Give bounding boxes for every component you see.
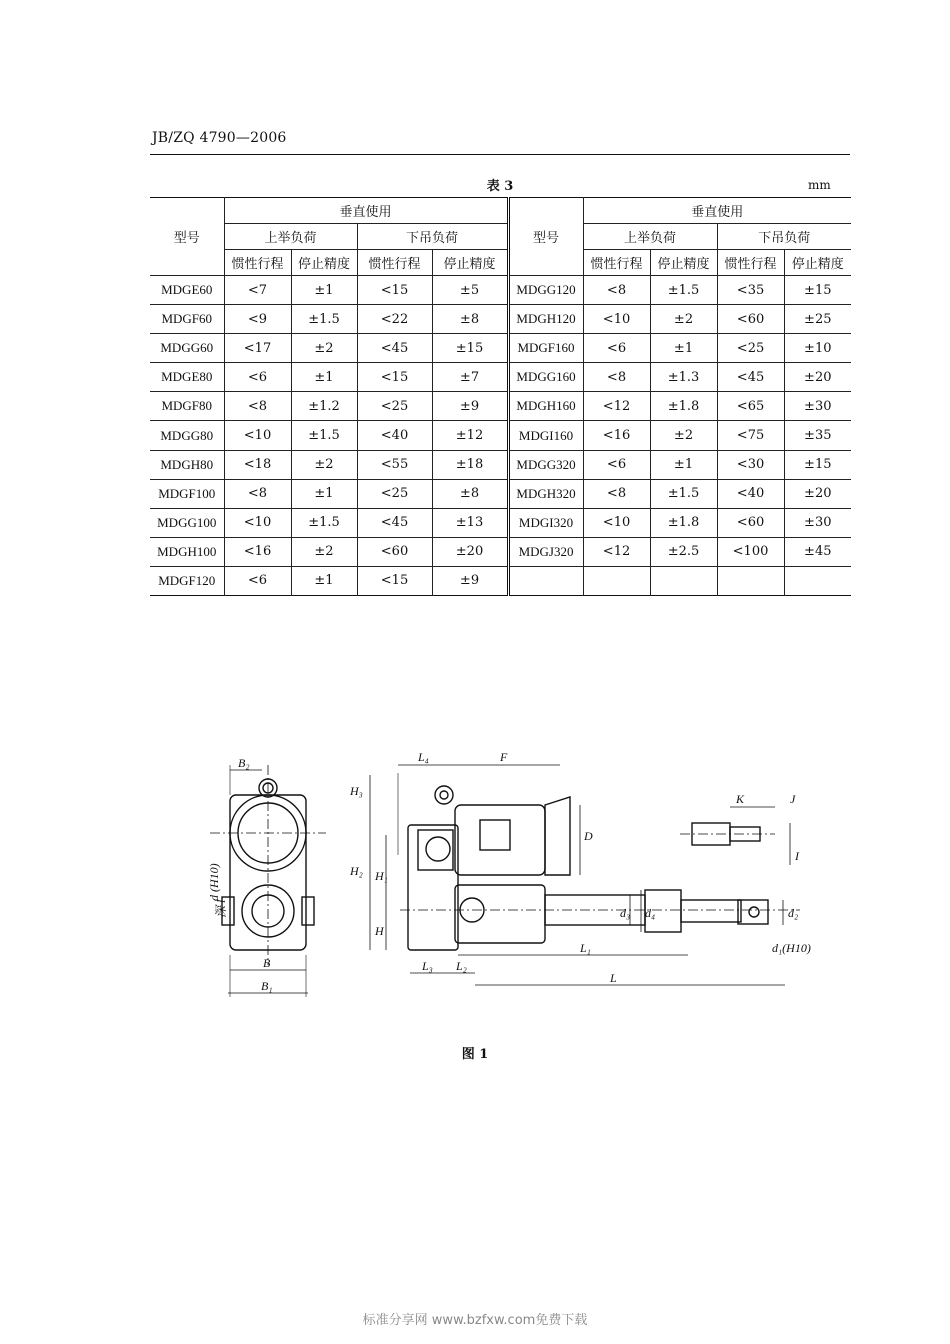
value-cell: ±15 <box>784 276 851 305</box>
model-cell: MDGG100 <box>150 508 224 537</box>
value-cell: <25 <box>357 392 432 421</box>
model-cell: MDGI320 <box>508 508 583 537</box>
value-cell: <7 <box>224 276 291 305</box>
header-lift-load-right: 上举负荷 <box>583 224 717 250</box>
value-cell: <75 <box>717 421 784 450</box>
table-row <box>150 566 851 595</box>
label-b2: B₂ <box>238 756 250 770</box>
label-l4: L₄ <box>418 750 429 764</box>
label-l2: L₂ <box>456 959 467 973</box>
value-cell: <8 <box>224 479 291 508</box>
header-model-right: 型号 <box>508 198 583 276</box>
value-cell: ±25 <box>784 305 851 334</box>
value-cell: <9 <box>224 305 291 334</box>
value-cell: ±10 <box>784 334 851 363</box>
model-cell: MDGH100 <box>150 537 224 566</box>
table-row <box>150 450 851 479</box>
label-d4: d₄ <box>645 906 656 920</box>
value-cell: ±8 <box>432 479 508 508</box>
label-d3: d₃ <box>620 906 631 920</box>
header-stop: 停止精度 <box>291 250 357 276</box>
value-cell: ±1.2 <box>291 392 357 421</box>
value-cell <box>583 566 650 595</box>
value-cell: ±30 <box>784 508 851 537</box>
spec-table <box>150 197 851 596</box>
value-cell: ±1 <box>291 276 357 305</box>
label-f: F <box>500 750 508 764</box>
header-rule <box>150 154 850 155</box>
value-cell: ±20 <box>432 537 508 566</box>
label-d-h10: d (H10) <box>207 863 221 901</box>
model-cell: MDGH80 <box>150 450 224 479</box>
model-cell: MDGF120 <box>150 566 224 595</box>
value-cell: <22 <box>357 305 432 334</box>
value-cell: <6 <box>583 450 650 479</box>
value-cell: ±1.8 <box>650 508 717 537</box>
value-cell: <10 <box>224 508 291 537</box>
header-inertia: 惯性行程 <box>583 250 650 276</box>
model-cell: MDGH160 <box>508 392 583 421</box>
value-cell: ±15 <box>432 334 508 363</box>
value-cell: ±15 <box>784 450 851 479</box>
value-cell <box>650 566 717 595</box>
model-cell: MDGE80 <box>150 363 224 392</box>
label-l3: L₃ <box>422 959 433 973</box>
value-cell: <40 <box>717 479 784 508</box>
model-cell: MDGI160 <box>508 421 583 450</box>
header-lift-load-left: 上举负荷 <box>224 224 357 250</box>
value-cell: ±1.5 <box>650 479 717 508</box>
header-stop: 停止精度 <box>784 250 851 276</box>
model-cell: MDGH320 <box>508 479 583 508</box>
header-vertical-use-left: 垂直使用 <box>224 198 508 224</box>
table-title: 表 3 <box>486 179 514 194</box>
header-model-left: 型号 <box>150 198 224 276</box>
table-unit: mm <box>808 178 831 192</box>
header-stop: 停止精度 <box>432 250 508 276</box>
label-h3: H₃ <box>350 784 363 798</box>
value-cell: <10 <box>224 421 291 450</box>
value-cell: ±1.3 <box>650 363 717 392</box>
value-cell: ±2 <box>291 450 357 479</box>
label-b: B <box>263 956 271 970</box>
value-cell: <60 <box>717 305 784 334</box>
value-cell: ±1.5 <box>291 421 357 450</box>
value-cell: ±1 <box>291 363 357 392</box>
header-vertical-use-right: 垂直使用 <box>583 198 851 224</box>
value-cell: <55 <box>357 450 432 479</box>
header-inertia: 惯性行程 <box>224 250 291 276</box>
value-cell: ±1 <box>650 334 717 363</box>
value-cell: ±5 <box>432 276 508 305</box>
value-cell: <6 <box>583 334 650 363</box>
value-cell: <30 <box>717 450 784 479</box>
model-cell: MDGJ320 <box>508 537 583 566</box>
value-cell: <10 <box>583 508 650 537</box>
value-cell: ±12 <box>432 421 508 450</box>
value-cell: <8 <box>583 479 650 508</box>
value-cell: <8 <box>224 392 291 421</box>
table-row <box>150 508 851 537</box>
model-cell: MDGH120 <box>508 305 583 334</box>
footer-watermark: 标准分享网 www.bzfxw.com免费下载 <box>362 1313 588 1328</box>
value-cell: <45 <box>357 508 432 537</box>
label-h: H <box>375 924 384 938</box>
value-cell: ±1.5 <box>650 276 717 305</box>
model-cell: MDGG80 <box>150 421 224 450</box>
value-cell: <15 <box>357 566 432 595</box>
value-cell: <16 <box>224 537 291 566</box>
header-stop: 停止精度 <box>650 250 717 276</box>
value-cell: ±2 <box>291 537 357 566</box>
value-cell: <12 <box>583 537 650 566</box>
value-cell: <45 <box>717 363 784 392</box>
standard-code: JB/ZQ 4790—2006 <box>152 130 287 146</box>
value-cell: ±45 <box>784 537 851 566</box>
spec-table-body <box>150 276 851 596</box>
value-cell: <25 <box>717 334 784 363</box>
value-cell: ±9 <box>432 566 508 595</box>
value-cell: ±30 <box>784 392 851 421</box>
header-hang-load-left: 下吊负荷 <box>357 224 508 250</box>
value-cell: <60 <box>357 537 432 566</box>
value-cell: <12 <box>583 392 650 421</box>
value-cell: <6 <box>224 566 291 595</box>
label-h2: H₂ <box>350 864 363 878</box>
label-l: L <box>610 971 617 985</box>
value-cell: <65 <box>717 392 784 421</box>
value-cell: <8 <box>583 276 650 305</box>
value-cell <box>784 566 851 595</box>
value-cell: <18 <box>224 450 291 479</box>
value-cell: ±1 <box>291 479 357 508</box>
label-d: D <box>584 829 593 843</box>
value-cell: <25 <box>357 479 432 508</box>
value-cell: ±2 <box>650 421 717 450</box>
header-inertia: 惯性行程 <box>717 250 784 276</box>
value-cell: ±1 <box>291 566 357 595</box>
label-j: J <box>790 792 796 806</box>
value-cell: ±9 <box>432 392 508 421</box>
model-cell: MDGG120 <box>508 276 583 305</box>
model-cell: MDGG60 <box>150 334 224 363</box>
label-h1: H₁ <box>375 869 388 883</box>
detail-view <box>680 807 790 865</box>
value-cell: ±20 <box>784 363 851 392</box>
label-d2: d₂ <box>788 906 799 920</box>
value-cell: ±1 <box>650 450 717 479</box>
value-cell: ±13 <box>432 508 508 537</box>
value-cell: ±2 <box>650 305 717 334</box>
value-cell: ±7 <box>432 363 508 392</box>
value-cell: <45 <box>357 334 432 363</box>
value-cell: <10 <box>583 305 650 334</box>
table-row <box>150 421 851 450</box>
header-inertia: 惯性行程 <box>357 250 432 276</box>
value-cell: ±18 <box>432 450 508 479</box>
value-cell: ±1.8 <box>650 392 717 421</box>
value-cell: ±35 <box>784 421 851 450</box>
model-cell <box>508 566 583 595</box>
label-l1: L₁ <box>580 941 591 955</box>
value-cell: <16 <box>583 421 650 450</box>
model-cell: MDGE60 <box>150 276 224 305</box>
value-cell: <15 <box>357 276 432 305</box>
value-cell: ±8 <box>432 305 508 334</box>
table-row <box>150 334 851 363</box>
value-cell: <17 <box>224 334 291 363</box>
value-cell: <35 <box>717 276 784 305</box>
value-cell: <40 <box>357 421 432 450</box>
table-row <box>150 305 851 334</box>
value-cell: ±1.5 <box>291 305 357 334</box>
label-i: I <box>795 849 799 863</box>
value-cell <box>717 566 784 595</box>
value-cell: ±2.5 <box>650 537 717 566</box>
header-hang-load-right: 下吊负荷 <box>717 224 851 250</box>
label-k: K <box>736 792 745 806</box>
value-cell: <15 <box>357 363 432 392</box>
actuator-drawing <box>200 745 840 1000</box>
table-row <box>150 392 851 421</box>
value-cell: ±1.5 <box>291 508 357 537</box>
value-cell: <100 <box>717 537 784 566</box>
model-cell: MDGG320 <box>508 450 583 479</box>
value-cell: ±2 <box>291 334 357 363</box>
table-row <box>150 363 851 392</box>
model-cell: MDGF80 <box>150 392 224 421</box>
model-cell: MDGF60 <box>150 305 224 334</box>
label-deep: 深 l <box>214 899 228 918</box>
label-b1: B₁ <box>261 979 273 993</box>
model-cell: MDGG160 <box>508 363 583 392</box>
table-row <box>150 537 851 566</box>
value-cell: <60 <box>717 508 784 537</box>
value-cell: ±20 <box>784 479 851 508</box>
table-row <box>150 479 851 508</box>
value-cell: <6 <box>224 363 291 392</box>
label-d1-h10: d₁(H10) <box>772 941 811 955</box>
value-cell: <8 <box>583 363 650 392</box>
model-cell: MDGF160 <box>508 334 583 363</box>
table-row <box>150 276 851 305</box>
model-cell: MDGF100 <box>150 479 224 508</box>
figure-caption: 图 1 <box>461 1047 489 1062</box>
